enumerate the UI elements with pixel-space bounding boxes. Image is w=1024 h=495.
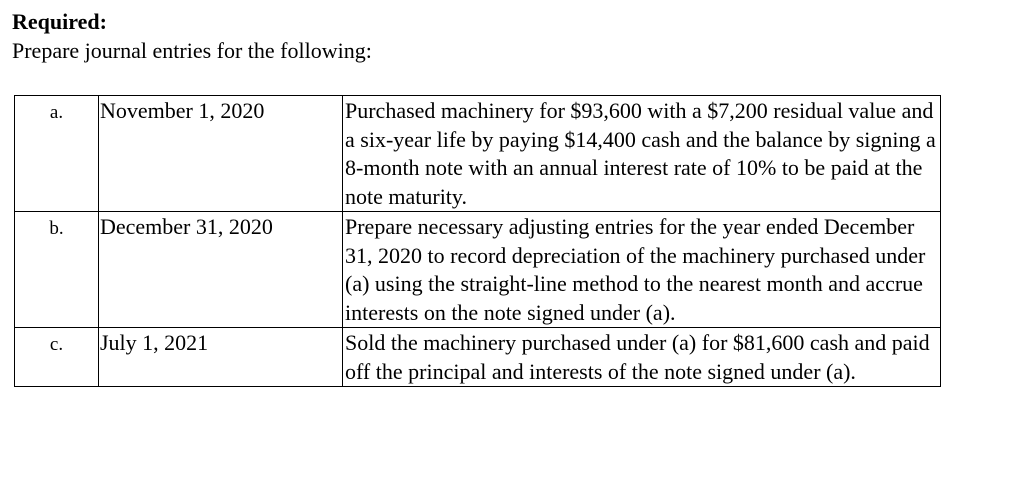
entry-letter-cell <box>15 96 99 212</box>
entry-letter-cell <box>15 212 99 328</box>
entry-letter: b. <box>49 218 64 239</box>
entry-date: July 1, 2021 <box>99 328 343 387</box>
entry-description: Prepare necessary adjusting entries for the year ended December 31, 2020 to record depreciation of the machinery purchased under (a) using the straight-line method to the nearest month and accrue interests on the note signed under (a). <box>343 212 941 328</box>
table-row <box>15 212 941 328</box>
instruction-text: Prepare journal entries for the following: <box>12 38 372 63</box>
table-row <box>15 328 941 387</box>
entries-table <box>14 95 941 387</box>
entry-description: Sold the machinery purchased under (a) for $81,600 cash and paid off the principal and interests of the note signed under (a). <box>343 328 941 387</box>
entry-description: Purchased machinery for $93,600 with a $7,200 residual value and a six-year life by paying $14,400 cash and the balance by signing a 8-month note with an annual interest rate of 10% to be paid at the note maturity. <box>343 96 941 212</box>
table-row <box>15 96 941 212</box>
required-heading: Required: <box>12 9 107 34</box>
entry-letter: a. <box>49 102 64 123</box>
entry-date: December 31, 2020 <box>99 212 343 328</box>
entry-letter: c. <box>49 334 64 355</box>
entry-letter-cell <box>15 328 99 387</box>
entry-date: November 1, 2020 <box>99 96 343 212</box>
